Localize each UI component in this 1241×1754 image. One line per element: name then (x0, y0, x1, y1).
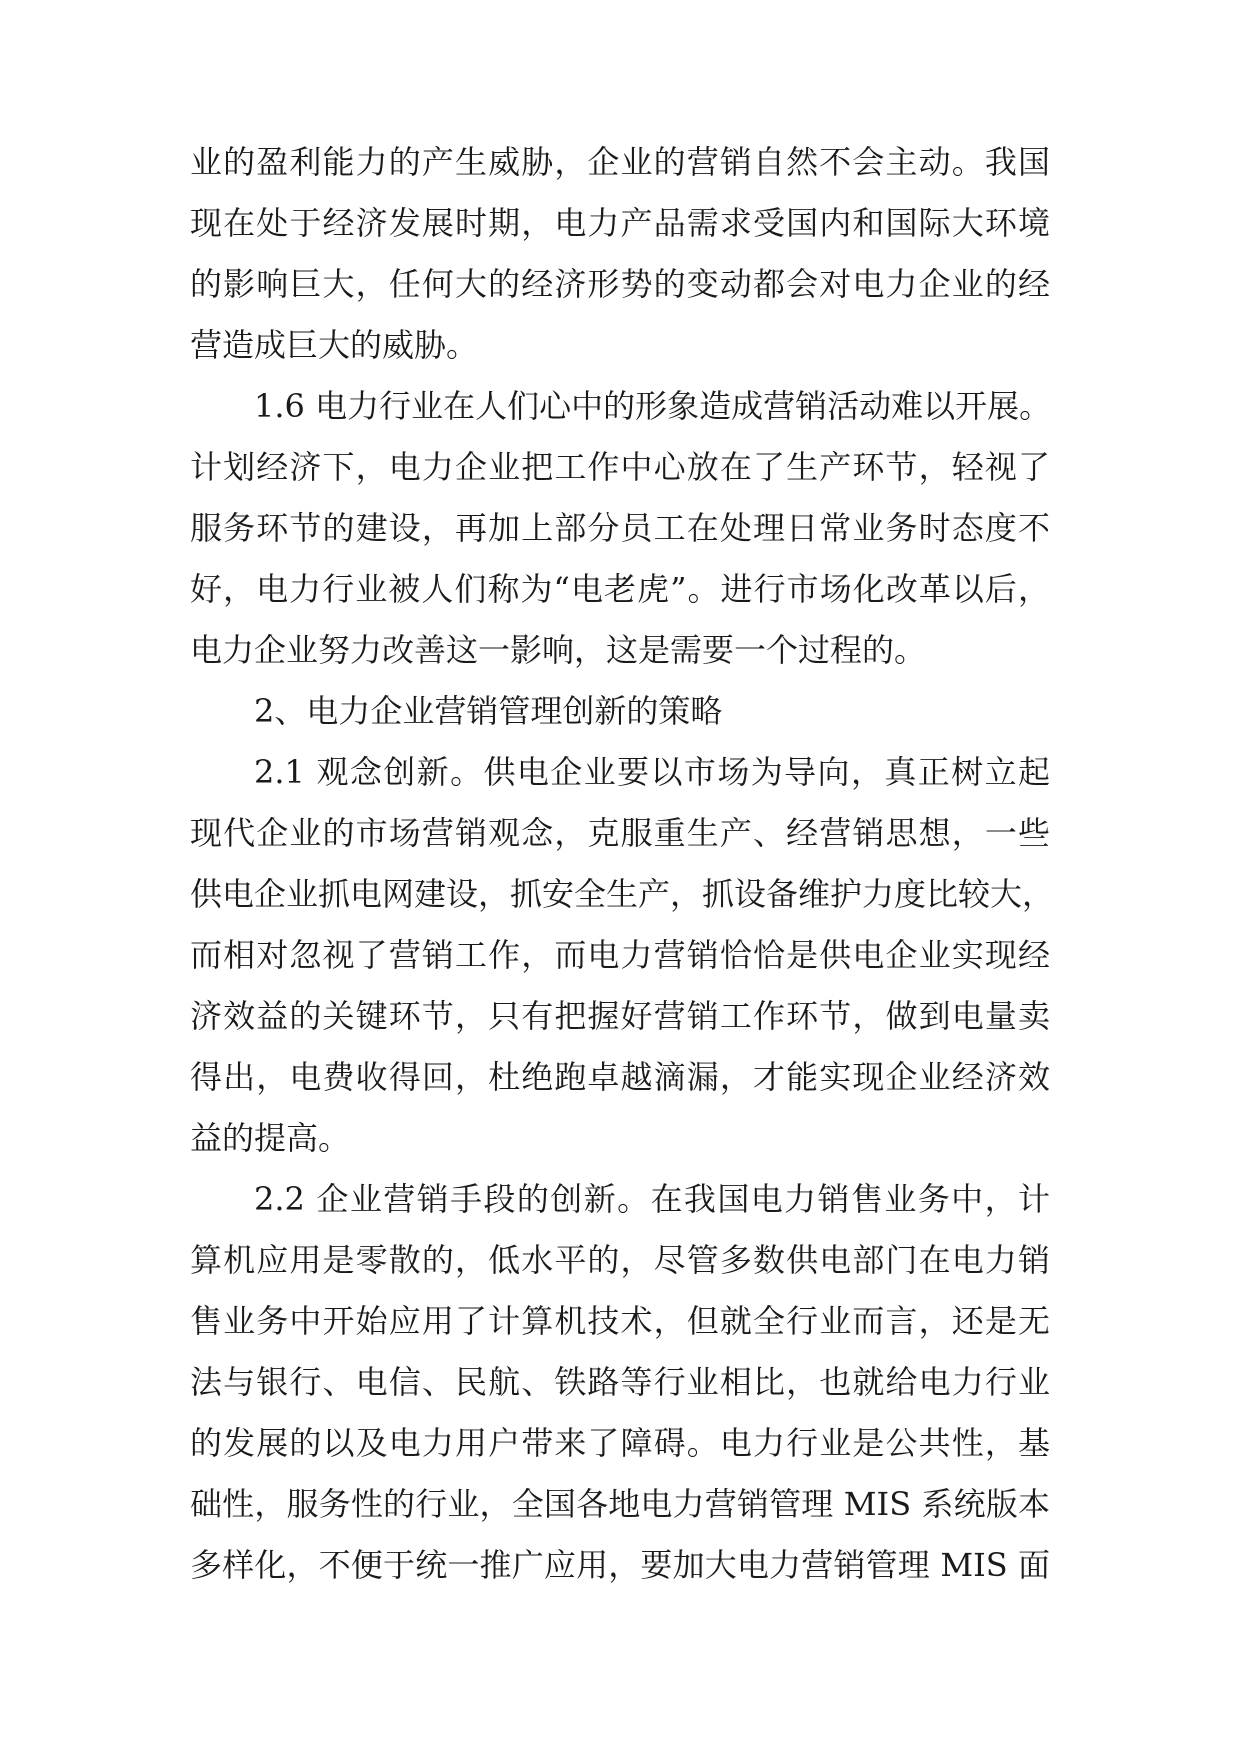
section-heading-1-6: 1.6 电力行业在人们心中的形象造成营销活动难以开展。 (254, 387, 1052, 425)
text-line: 的发展的以及电力用户带来了障碍。电力行业是公共性，基 (190, 1424, 1050, 1462)
text-line: 好，电力行业被人们称为“电老虎”。进行市场化改革以后， (190, 570, 1050, 608)
text-line: 得出，电费收得回，杜绝跑卓越滴漏，才能实现企业经济效 (190, 1058, 1050, 1096)
text-line: 法与银行、电信、民航、铁路等行业相比，也就给电力行业 (190, 1363, 1050, 1401)
section-heading-2-2: 2.2 企业营销手段的创新。在我国电力销售业务中，计 (254, 1180, 1050, 1218)
text-line: 业的盈利能力的产生威胁，企业的营销自然不会主动。我国 (190, 143, 1050, 181)
text-line: 济效益的关键环节，只有把握好营销工作环节，做到电量卖 (190, 997, 1050, 1035)
text-line: 计划经济下，电力企业把工作中心放在了生产环节，轻视了 (190, 448, 1050, 486)
section-heading-2-1: 2.1 观念创新。供电企业要以市场为导向，真正树立起 (254, 753, 1050, 791)
text-line: 现在处于经济发展时期，电力产品需求受国内和国际大环境 (190, 204, 1050, 242)
text-line: 售业务中开始应用了计算机技术，但就全行业而言，还是无 (190, 1302, 1050, 1340)
text-line: 多样化，不便于统一推广应用，要加大电力营销管理 MIS 面 (190, 1546, 1050, 1584)
text-line: 的影响巨大，任何大的经济形势的变动都会对电力企业的经 (190, 265, 1050, 303)
text-line: 营造成巨大的威胁。 (190, 326, 479, 364)
text-line: 服务环节的建设，再加上部分员工在处理日常业务时态度不 (190, 509, 1050, 547)
text-line: 而相对忽视了营销工作，而电力营销恰恰是供电企业实现经 (190, 936, 1050, 974)
text-line: 益的提高。 (190, 1119, 351, 1157)
text-line: 供电企业抓电网建设，抓安全生产，抓设备维护力度比较大， (190, 875, 1055, 913)
text-line: 础性，服务性的行业，全国各地电力营销管理 MIS 系统版本 (190, 1485, 1050, 1523)
text-line: 算机应用是零散的，低水平的，尽管多数供电部门在电力销 (190, 1241, 1050, 1279)
text-line: 电力企业努力改善这一影响，这是需要一个过程的。 (190, 631, 927, 669)
text-line: 现代企业的市场营销观念，克服重生产、经营销思想，一些 (190, 814, 1050, 852)
section-heading-2: 2、电力企业营销管理创新的策略 (254, 692, 723, 730)
